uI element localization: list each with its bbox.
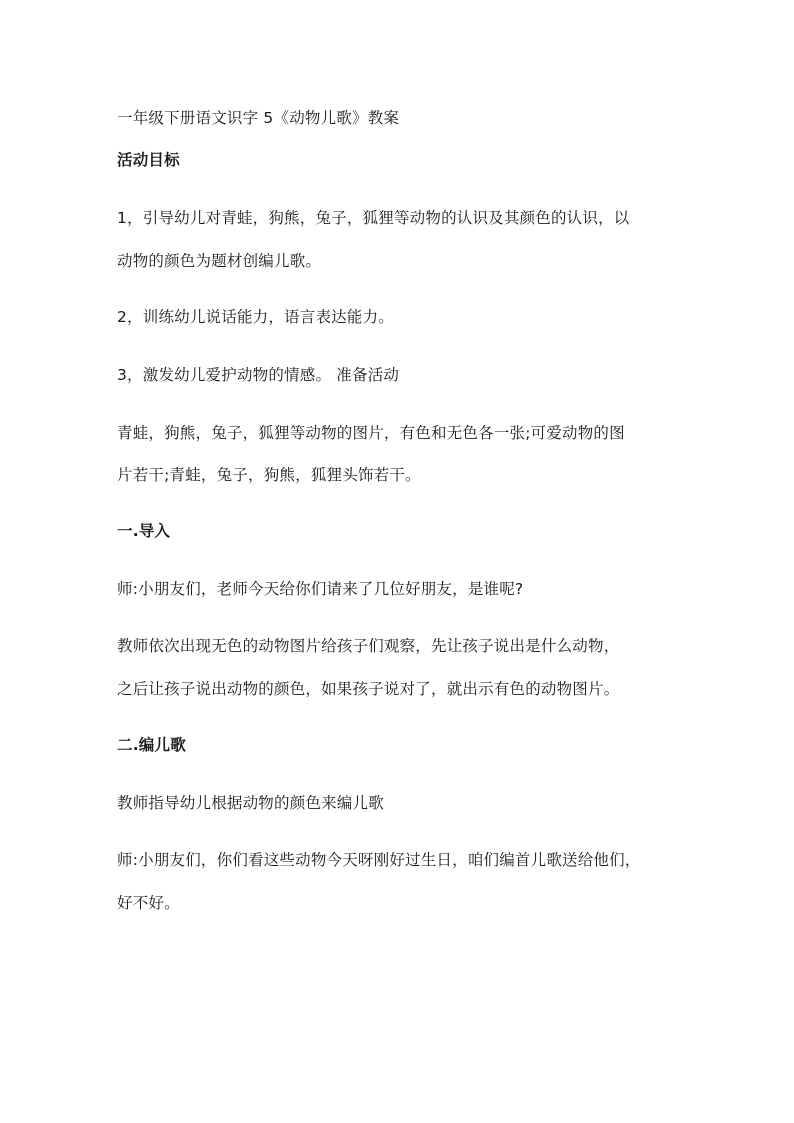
intro-paragraph-1: 师:小朋友们，老师今天给你们请来了几位好朋友，是谁呢?: [117, 580, 524, 598]
prep-line-2: 片若干;青蛙，兔子，狗熊，狐狸头饰若干。: [117, 466, 421, 484]
heading-goals: 活动目标: [117, 151, 180, 169]
heading-song: 二.编儿歌: [117, 736, 186, 754]
intro-paragraph-2-line-1: 教师依次出现无色的动物图片给孩子们观察，先让孩子说出是什么动物，: [117, 637, 620, 655]
prep-line-1: 青蛙，狗熊，兔子，狐狸等动物的图片，有色和无色各一张;可爱动物的图: [117, 424, 625, 442]
heading-intro: 一.导入: [117, 522, 171, 540]
goal-3: 3，激发幼儿爱护动物的情感。 准备活动: [117, 366, 400, 384]
intro-paragraph-2-line-2: 之后让孩子说出动物的颜色，如果孩子说对了，就出示有色的动物图片。: [117, 680, 620, 698]
goal-1-line-2: 动物的颜色为题材创编儿歌。: [117, 252, 322, 270]
document-title: 一年级下册语文识字 5《动物儿歌》教案: [117, 109, 400, 127]
song-paragraph-1: 教师指导幼儿根据动物的颜色来编儿歌: [117, 794, 384, 812]
goal-2: 2，训练幼儿说话能力，语言表达能力。: [117, 308, 394, 326]
song-paragraph-2-line-1: 师:小朋友们，你们看这些动物今天呀刚好过生日，咱们编首儿歌送给他们，: [117, 851, 641, 869]
song-paragraph-2-line-2: 好不好。: [117, 894, 180, 912]
goal-1-line-1: 1，引导幼儿对青蛙，狗熊，兔子，狐狸等动物的认识及其颜色的认识，以: [117, 209, 630, 227]
